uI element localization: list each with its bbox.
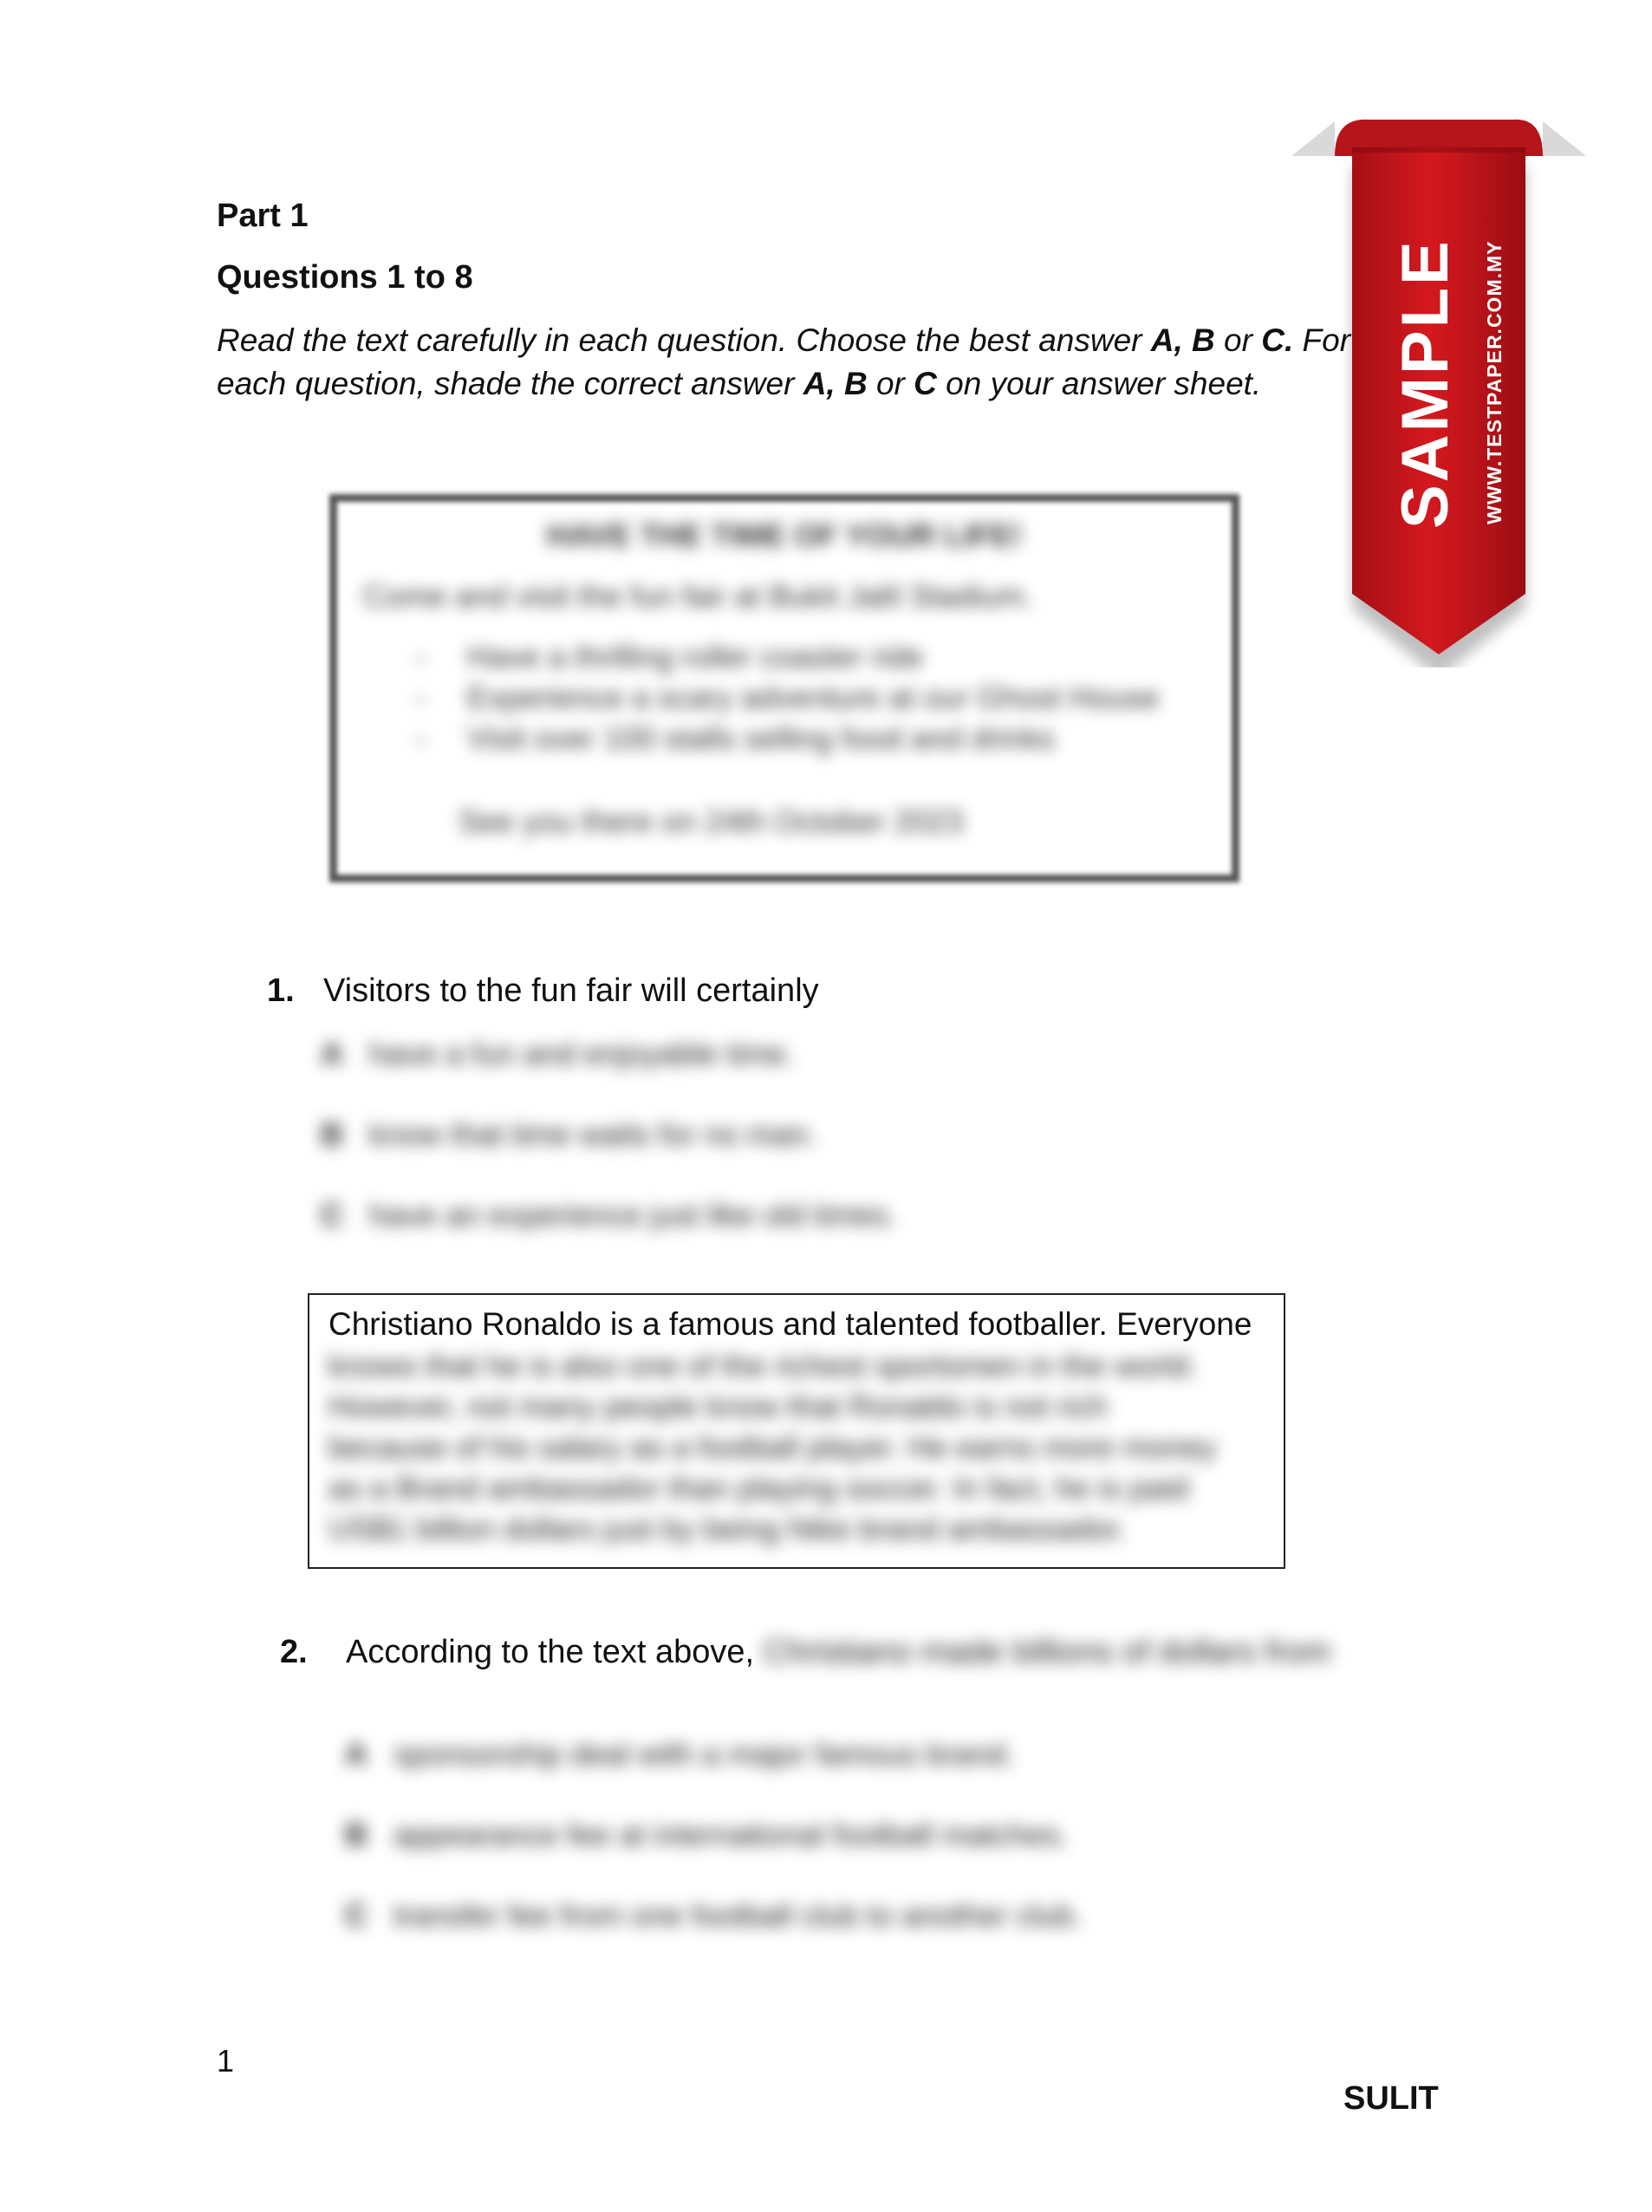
ribbon-fold-right <box>1543 121 1586 156</box>
instructions-line-1: Read the text carefully in each question. Choose the best answer A, B or C. For <box>217 322 1351 358</box>
text-passage-line: However, not many people know that Ronaldo is not rich <box>328 1389 1108 1424</box>
question-2-option-c: C transfer fee from one football club to another club. <box>345 1897 1083 1933</box>
ribbon-fold-left <box>1291 121 1335 156</box>
ad-bullet: - Experience a scary adventure at our Ghost House <box>415 680 1160 715</box>
question-1-option-a: A have a fun and enjoyable time. <box>321 1036 795 1071</box>
text-passage-line: as a Brand ambassador than playing soccer. In fact, he is paid <box>328 1470 1189 1506</box>
text-passage-line: knows that he is also one of the richest sportsmen in the world. <box>328 1348 1198 1383</box>
ad-intro: Come and visit the fun fair at Bukit Jalil Stadium. <box>363 578 1033 614</box>
question-2-stem: According to the text above, Christiano made billions of dollars from <box>346 1634 1331 1670</box>
question-1-option-b: B know that time waits for no man. <box>321 1116 817 1152</box>
text-passage-line: because of his salary as a football player. He earns more money <box>328 1429 1217 1465</box>
question-2-number: 2. <box>280 1634 308 1670</box>
classification-label: SULIT <box>1343 2080 1439 2117</box>
question-2-option-a: A sponsorship deal with a major famous brand. <box>345 1736 1015 1772</box>
advertisement-box <box>329 494 1239 882</box>
ad-bullet: - Have a thrilling roller coaster ride <box>415 639 924 674</box>
part-title: Part 1 <box>217 198 309 234</box>
question-2-option-b: B appearance fee at international football matches. <box>345 1817 1069 1852</box>
page-number: 1 <box>217 2043 235 2079</box>
question-1-stem: Visitors to the fun fair will certainly <box>323 973 819 1009</box>
questions-range: Questions 1 to 8 <box>217 259 473 296</box>
ribbon-site-text: WWW.TESTPAPER.COM.MY <box>1483 240 1506 524</box>
text-passage-box <box>308 1293 1285 1569</box>
ad-title: HAVE THE TIME OF YOUR LIFE! <box>546 517 1023 553</box>
ad-bullet: - Visit over 100 stalls selling food and drinks <box>415 720 1055 756</box>
ribbon-sample-text: SAMPLE <box>1389 238 1462 529</box>
sample-ribbon-watermark <box>1283 113 1595 667</box>
ad-footer: See you there on 24th October 2023 <box>459 803 964 839</box>
text-passage-line: US$1 billion dollars just by being Nike brand ambassador. <box>328 1511 1127 1546</box>
question-1-number: 1. <box>267 973 295 1009</box>
instructions <box>217 319 1352 406</box>
text-passage-first-line: Christiano Ronaldo is a famous and talented footballer. Everyone <box>328 1306 1252 1342</box>
question-1-option-c: C have an experience just like old times. <box>321 1197 897 1233</box>
instructions-line-2: each question, shade the correct answer A, B or C on your answer sheet. <box>217 366 1262 401</box>
